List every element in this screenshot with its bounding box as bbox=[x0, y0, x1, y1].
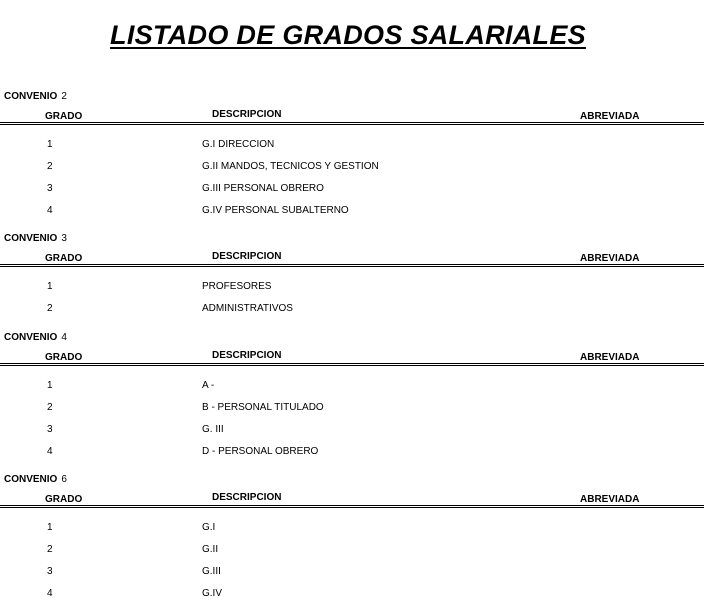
grado-cell: 1 bbox=[47, 139, 53, 150]
header-double-rule bbox=[0, 122, 704, 125]
table-row bbox=[0, 522, 704, 544]
descripcion-column-header: DESCRIPCION bbox=[212, 109, 282, 120]
convenio-section bbox=[0, 332, 704, 468]
grado-cell: 1 bbox=[47, 281, 53, 292]
grado-column-header: GRADO bbox=[45, 352, 83, 363]
grado-cell: 2 bbox=[47, 303, 53, 314]
page-title: LISTADO DE GRADOS SALARIALES bbox=[110, 20, 586, 50]
convenio-number: 3 bbox=[61, 233, 67, 244]
header-double-rule bbox=[0, 264, 704, 267]
convenio-number: 2 bbox=[61, 91, 67, 102]
table-row bbox=[0, 544, 704, 566]
descripcion-cell: A - bbox=[202, 380, 215, 391]
convenio-heading bbox=[4, 91, 67, 102]
convenio-heading bbox=[4, 332, 67, 343]
descripcion-cell: G.IV PERSONAL SUBALTERNO bbox=[202, 205, 349, 216]
grado-cell: 4 bbox=[47, 588, 53, 599]
table-row bbox=[0, 281, 704, 303]
descripcion-cell: ADMINISTRATIVOS bbox=[202, 303, 293, 314]
table-row bbox=[0, 303, 704, 325]
grado-cell: 2 bbox=[47, 544, 53, 555]
descripcion-cell: G.IV bbox=[202, 588, 223, 599]
table-row bbox=[0, 139, 704, 161]
convenio-label: CONVENIO bbox=[4, 91, 58, 102]
table-row bbox=[0, 588, 704, 610]
descripcion-cell: G.II MANDOS, TECNICOS Y GESTION bbox=[202, 161, 379, 172]
abreviada-column-header: ABREVIADA bbox=[580, 352, 640, 363]
grado-column-header: GRADO bbox=[45, 253, 83, 264]
descripcion-cell: G.I bbox=[202, 522, 216, 533]
convenio-section bbox=[0, 474, 704, 610]
descripcion-cell: G.II bbox=[202, 544, 219, 555]
grado-cell: 1 bbox=[47, 522, 53, 533]
grado-cell: 4 bbox=[47, 205, 53, 216]
table-row bbox=[0, 566, 704, 588]
convenio-heading bbox=[4, 233, 67, 244]
table-row bbox=[0, 161, 704, 183]
grado-cell: 2 bbox=[47, 402, 53, 413]
grado-column-header: GRADO bbox=[45, 111, 83, 122]
descripcion-column-header: DESCRIPCION bbox=[212, 251, 282, 262]
convenio-section bbox=[0, 91, 704, 227]
descripcion-cell: G.III PERSONAL OBRERO bbox=[202, 183, 324, 194]
table-row bbox=[0, 402, 704, 424]
table-row bbox=[0, 183, 704, 205]
table-row bbox=[0, 205, 704, 227]
descripcion-cell: D - PERSONAL OBRERO bbox=[202, 446, 319, 457]
convenio-label: CONVENIO bbox=[4, 474, 58, 485]
descripcion-cell: G.I DIRECCION bbox=[202, 139, 275, 150]
grado-cell: 2 bbox=[47, 161, 53, 172]
convenio-number: 4 bbox=[61, 332, 67, 343]
descripcion-cell: G.III bbox=[202, 566, 221, 577]
descripcion-cell: B - PERSONAL TITULADO bbox=[202, 402, 324, 413]
convenio-label: CONVENIO bbox=[4, 332, 58, 343]
abreviada-column-header: ABREVIADA bbox=[580, 111, 640, 122]
grado-cell: 3 bbox=[47, 424, 53, 435]
descripcion-column-header: DESCRIPCION bbox=[212, 492, 282, 503]
convenio-number: 6 bbox=[61, 474, 67, 485]
descripcion-column-header: DESCRIPCION bbox=[212, 350, 282, 361]
grado-cell: 3 bbox=[47, 183, 53, 194]
descripcion-cell: PROFESORES bbox=[202, 281, 272, 292]
grado-column-header: GRADO bbox=[45, 494, 83, 505]
grado-cell: 1 bbox=[47, 380, 53, 391]
convenio-section bbox=[0, 233, 704, 325]
convenio-heading bbox=[4, 474, 67, 485]
table-row bbox=[0, 446, 704, 468]
abreviada-column-header: ABREVIADA bbox=[580, 253, 640, 264]
header-double-rule bbox=[0, 505, 704, 508]
descripcion-cell: G. III bbox=[202, 424, 224, 435]
grado-cell: 3 bbox=[47, 566, 53, 577]
header-double-rule bbox=[0, 363, 704, 366]
grado-cell: 4 bbox=[47, 446, 53, 457]
abreviada-column-header: ABREVIADA bbox=[580, 494, 640, 505]
table-row bbox=[0, 380, 704, 402]
convenio-label: CONVENIO bbox=[4, 233, 58, 244]
table-row bbox=[0, 424, 704, 446]
